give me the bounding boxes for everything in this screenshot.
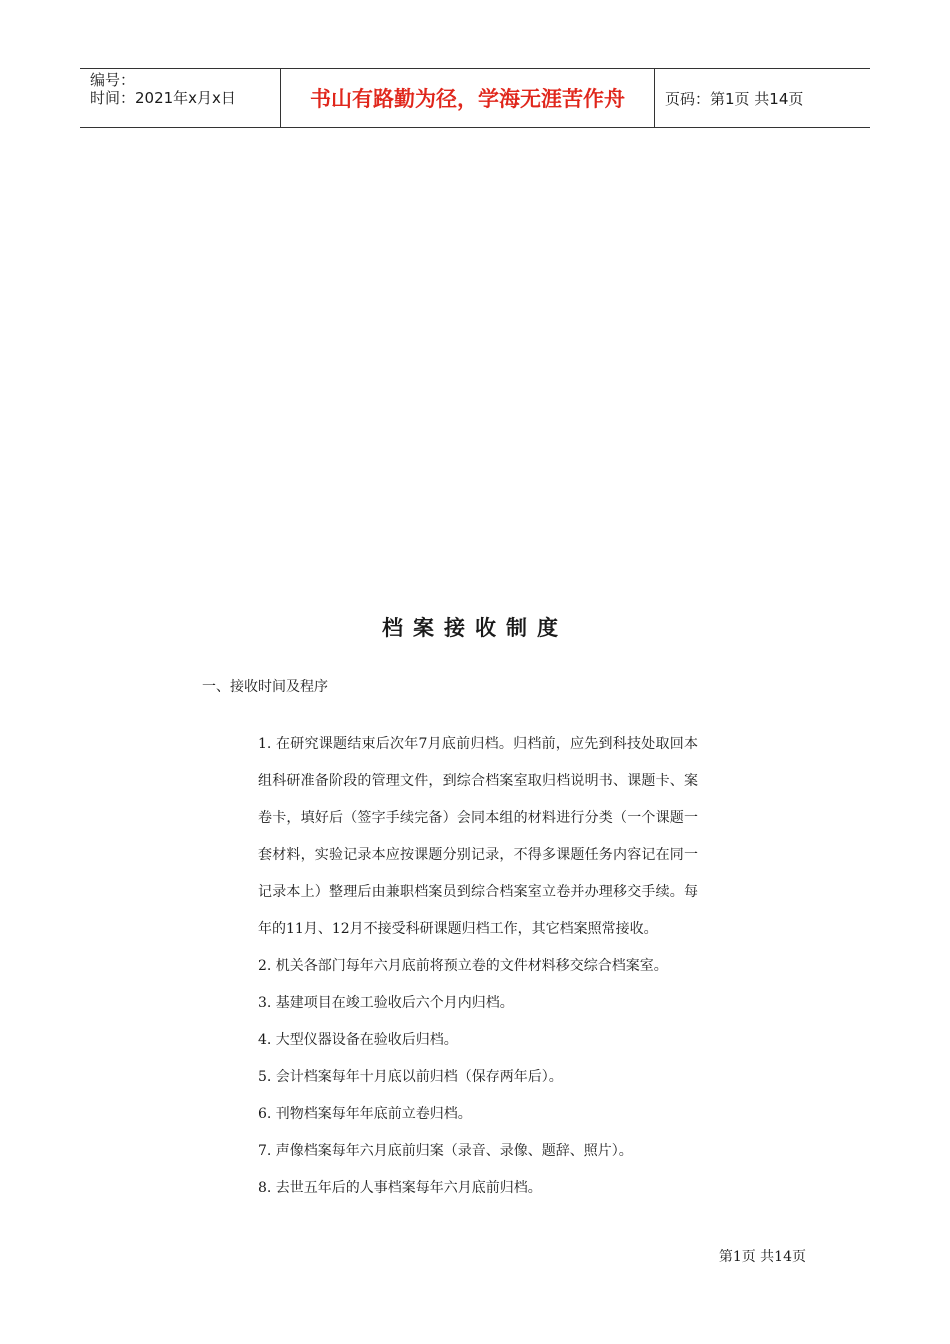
- footer-page-info: 第1页 共14页: [718, 1249, 806, 1265]
- list-item: 5. 会计档案每年十月底以前归档（保存两年后）。: [258, 1069, 563, 1085]
- list-item: 8. 去世五年后的人事档案每年六月底前归档。: [258, 1180, 542, 1196]
- number-label: 编号：: [90, 71, 136, 89]
- list-item: 1. 在研究课题结束后次年7月底前归档。归档前，应先到科技处取回本组科研准备阶段的管理文件，到综合档案室取归档说明书、课题卡、案卷卡，填好后（签字手续完备）会同本组的材料进行分类（一个课题一套材料，实验记录本应按课题分别记录，不得多课题任务内容记在同一记录本上）整理后由兼职档案员到综合档案室立卷并办理移交手续。每年的11月、12月不接受科研课题归档工作，其它档案照常接收。: [258, 736, 698, 937]
- list-item: 4. 大型仪器设备在验收后归档。: [258, 1032, 458, 1048]
- list-item: 2. 机关各部门每年六月底前将预立卷的文件材料移交综合档案室。: [258, 958, 668, 974]
- header-meta-cell: [80, 69, 281, 127]
- list-item: 3. 基建项目在竣工验收后六个月内归档。: [258, 995, 514, 1011]
- section-heading: 一、接收时间及程序: [202, 679, 328, 695]
- list-item: 7. 声像档案每年六月底前归案（录音、录像、题辞、照片）。: [258, 1143, 633, 1159]
- document-title: 档案接收制度: [382, 616, 568, 640]
- list-item: 6. 刊物档案每年年底前立卷归档。: [258, 1106, 472, 1122]
- header-page-info: 页码：第1页 共14页: [665, 89, 804, 108]
- header-motto: 书山有路勤为径，学海无涯苦作舟: [281, 69, 655, 127]
- document-body: [258, 726, 698, 1207]
- time-label: 时间：2021年x月x日: [90, 89, 236, 107]
- header-table: [80, 68, 870, 128]
